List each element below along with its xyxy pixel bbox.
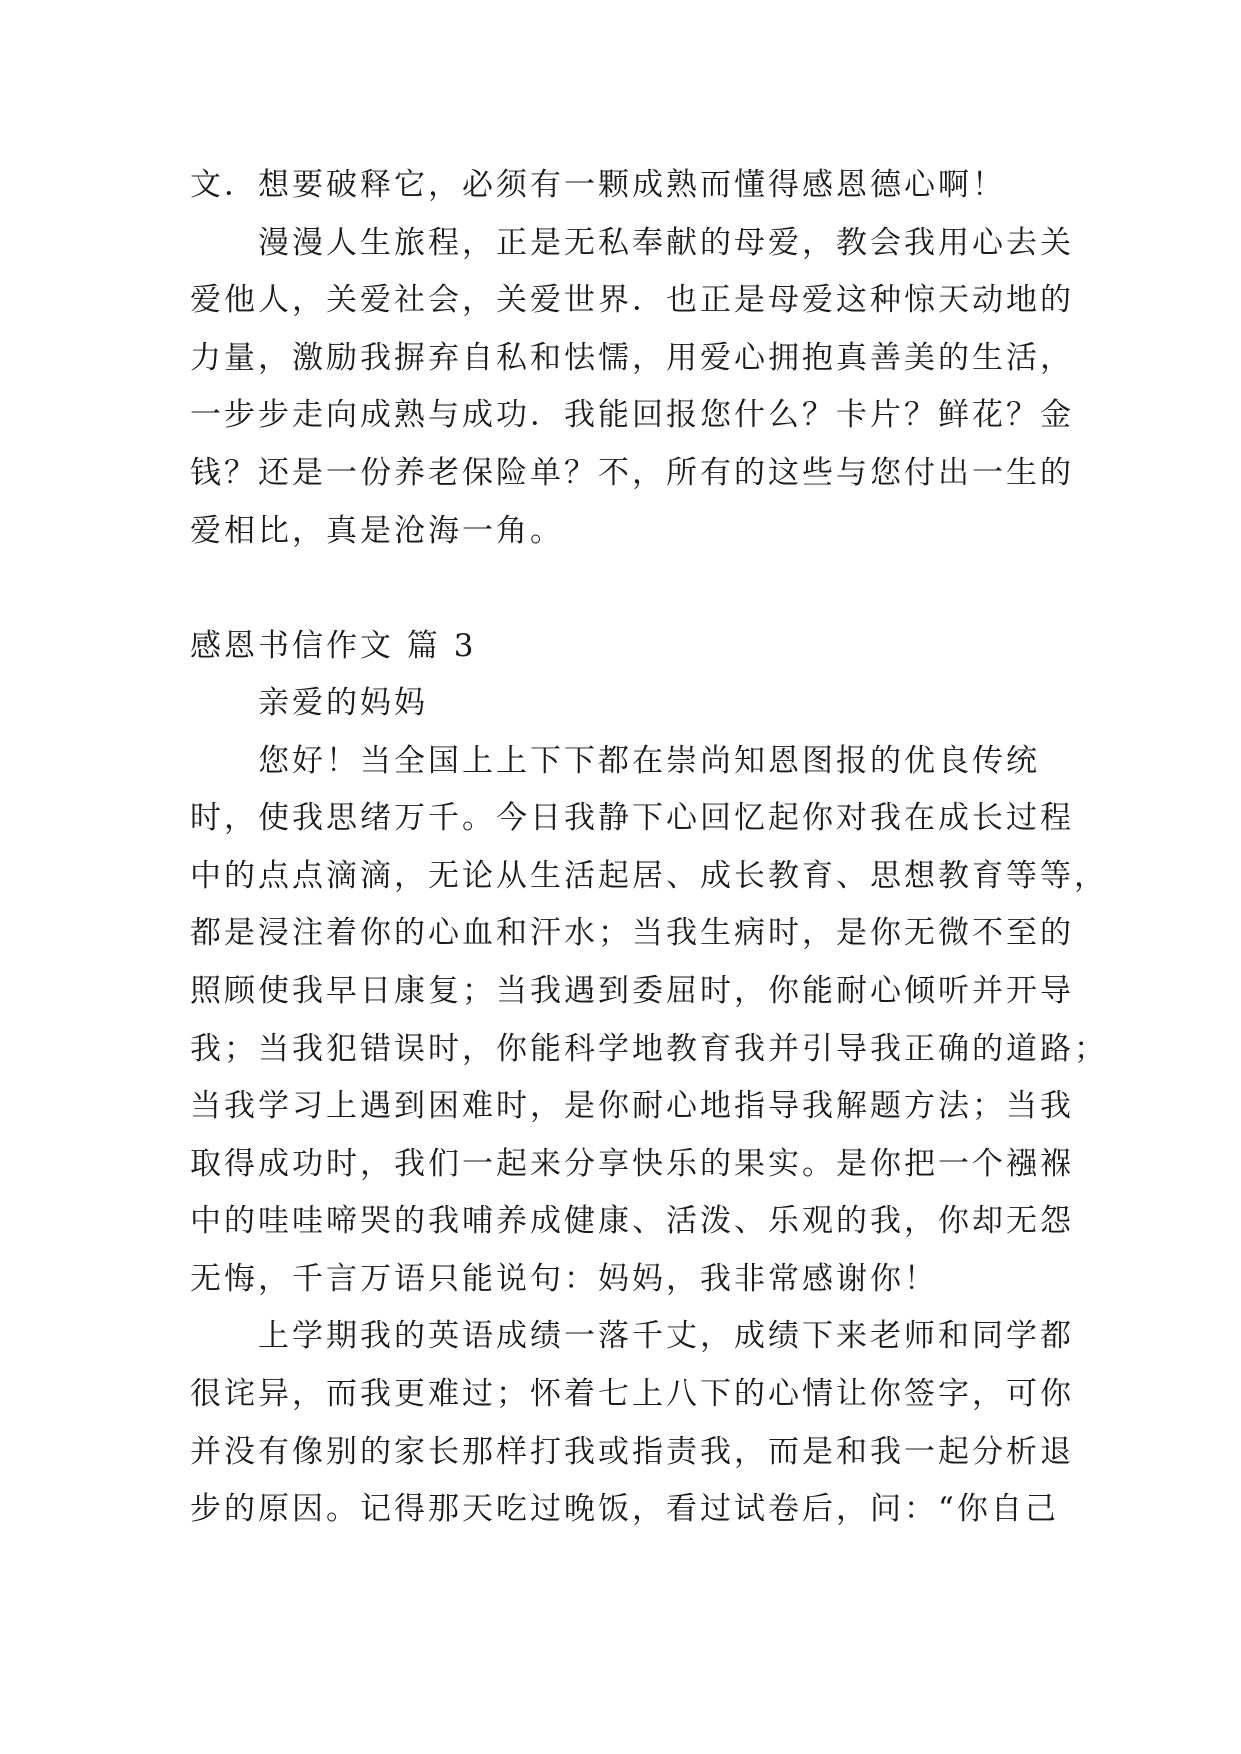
text-line: 中的点点滴滴，无论从生活起居、成长教育、思想教育等等，: [190, 858, 1108, 894]
text-line: 文．想要破释它，必须有一颗成熟而懂得感恩德心啊！: [190, 167, 1006, 203]
text-line: 照顾使我早日康复；当我遇到委屈时，你能耐心倾听并开导: [190, 973, 1074, 1009]
text-line: 都是浸注着你的心血和汗水；当我生病时，是你无微不至的: [190, 915, 1074, 951]
text-line: 一步步走向成熟与成功．我能回报您什么？卡片？鲜花？金: [190, 397, 1074, 433]
text-line: 并没有像别的家长那样打我或指责我，而是和我一起分析退: [190, 1434, 1074, 1470]
text-line: 钱？还是一份养老保险单？不，所有的这些与您付出一生的: [190, 455, 1074, 491]
paragraph-start-line: 上学期我的英语成绩一落千丈，成绩下来老师和同学都: [258, 1318, 1074, 1354]
text-line: 无悔，千言万语只能说句：妈妈，我非常感谢你！: [190, 1261, 938, 1297]
text-line: 时，使我思绪万千。今日我静下心回忆起你对我在成长过程: [190, 800, 1074, 836]
paragraph-start-line: 漫漫人生旅程，正是无私奉献的母爱，教会我用心去关: [258, 225, 1074, 261]
text-line: 步的原因。记得那天吃过晚饭，看过试卷后，问：“你自己: [190, 1491, 1059, 1527]
text-line: 我；当我犯错误时，你能科学地教育我并引导我正确的道路；: [190, 1031, 1108, 1067]
text-line: 当我学习上遇到困难时，是你耐心地指导我解题方法；当我: [190, 1088, 1074, 1124]
text-line: 力量，激励我摒弃自私和怯懦，用爱心拥抱真善美的生活，: [190, 340, 1074, 376]
text-line: 爱他人，关爱社会，关爱世界．也正是母爱这种惊天动地的: [190, 282, 1074, 318]
text-line: 取得成功时，我们一起来分享快乐的果实。是你把一个襁褓: [190, 1146, 1074, 1182]
paragraph-start-line: 您好！当全国上上下下都在崇尚知恩图报的优良传统: [258, 743, 1040, 779]
text-line: 中的哇哇啼哭的我哺养成健康、活泼、乐观的我，你却无怨: [190, 1203, 1074, 1239]
text-line: 爱相比，真是沧海一角。: [190, 513, 564, 549]
text-line: 很诧异，而我更难过；怀着七上八下的心情让你签字，可你: [190, 1376, 1074, 1412]
section-heading: 感恩书信作文 篇 3: [190, 628, 477, 664]
salutation: 亲爱的妈妈: [258, 685, 428, 721]
